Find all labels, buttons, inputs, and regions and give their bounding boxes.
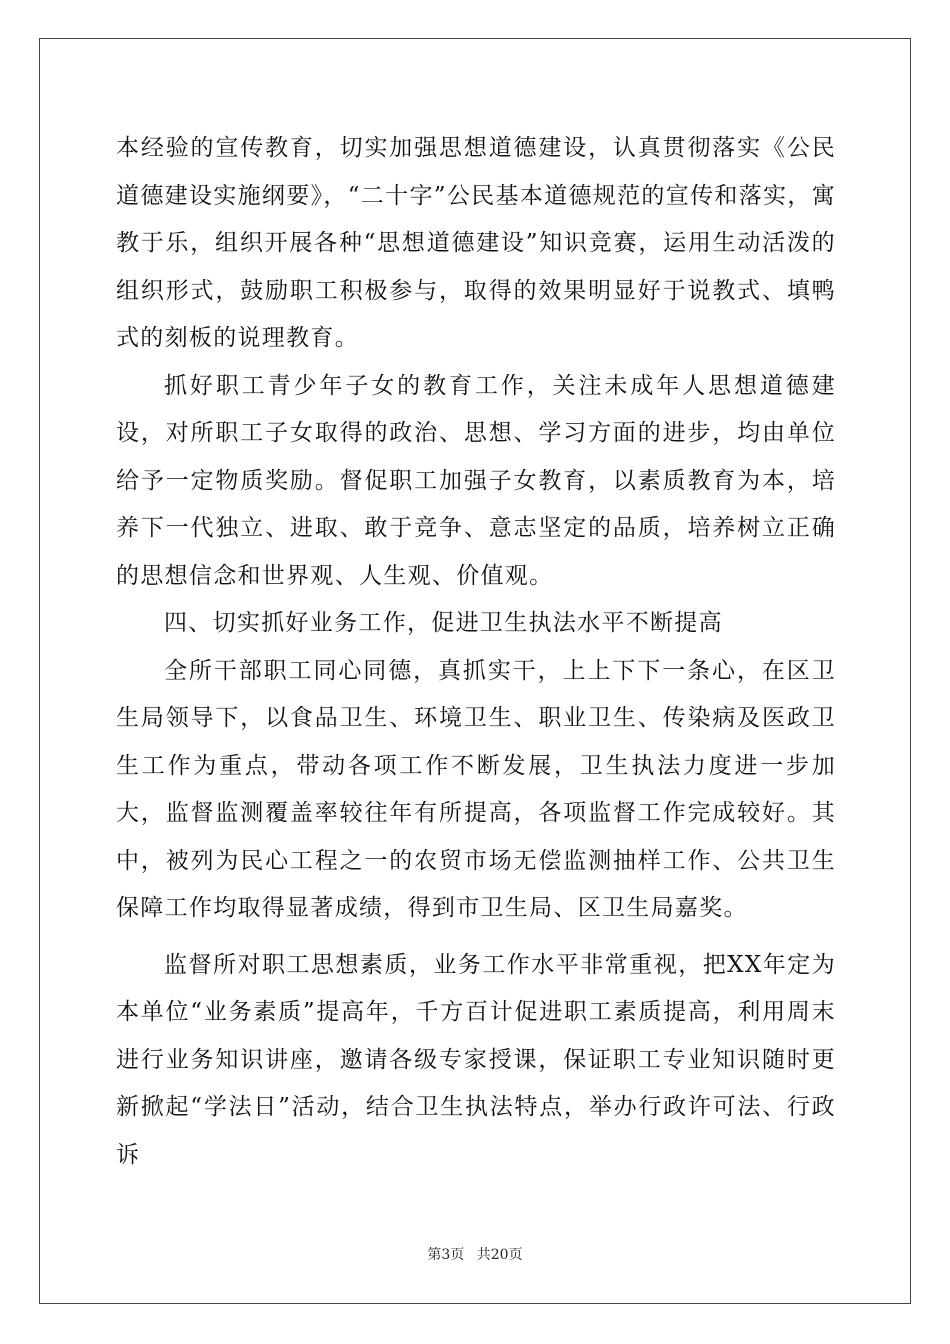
- paragraph-5: 监督所对职工思想素质，业务工作水平非常重视，把XX年定为本单位“业务素质”提高年，千方百计促进职工素质提高，利用周末进行业务知识讲座，邀请各级专家授课，保证职工专业知识随时更新掀起“学法日”活动，结合卫生执法特点，举办行政许可法、行政诉: [116, 951, 836, 1168]
- section-heading: 四、切实抓好业务工作，促进卫生执法水平不断提高: [164, 610, 723, 636]
- total-pages-label: 共20页: [476, 1247, 523, 1263]
- current-page-label: 第3页: [427, 1247, 465, 1263]
- paragraph-4: 全所干部职工同心同德，真抓实干，上上下下一条心，在区卫生局领导下，以食品卫生、环境卫生、职业卫生、传染病及医政卫生工作为重点，带动各项工作不断发展，卫生执法力度进一步加大，监督监测覆盖率较往年有所提高，各项监督工作完成较好。其中，被列为民心工程之一的农贸市场无偿监测抽样工作、公共卫生保障工作均取得显著成绩，得到市卫生局、区卫生局嘉奖。: [116, 657, 836, 921]
- page-footer: [0, 1244, 950, 1264]
- paragraph-2: 抓好职工青少年子女的教育工作，关注未成年人思想道德建设，对所职工子女取得的政治、思想、学习方面的进步，均由单位给予一定物质奖励。督促职工加强子女教育，以素质教育为本，培养下一代独立、进取、敢于竞争、意志坚定的品质，培养树立正确的思想信念和世界观、人生观、价值观。: [116, 372, 836, 589]
- paragraph-1: 本经验的宣传教育，切实加强思想道德建设，认真贯彻落实《公民道德建设实施纲要》，“二十字”公民基本道德规范的宣传和落实，寓教于乐，组织开展各种“思想道德建设”知识竞赛，运用生动活泼的组织形式，鼓励职工积极参与，取得的效果明显好于说教式、填鸭式的刻板的说理教育。: [116, 135, 836, 351]
- document-body: [116, 125, 836, 1179]
